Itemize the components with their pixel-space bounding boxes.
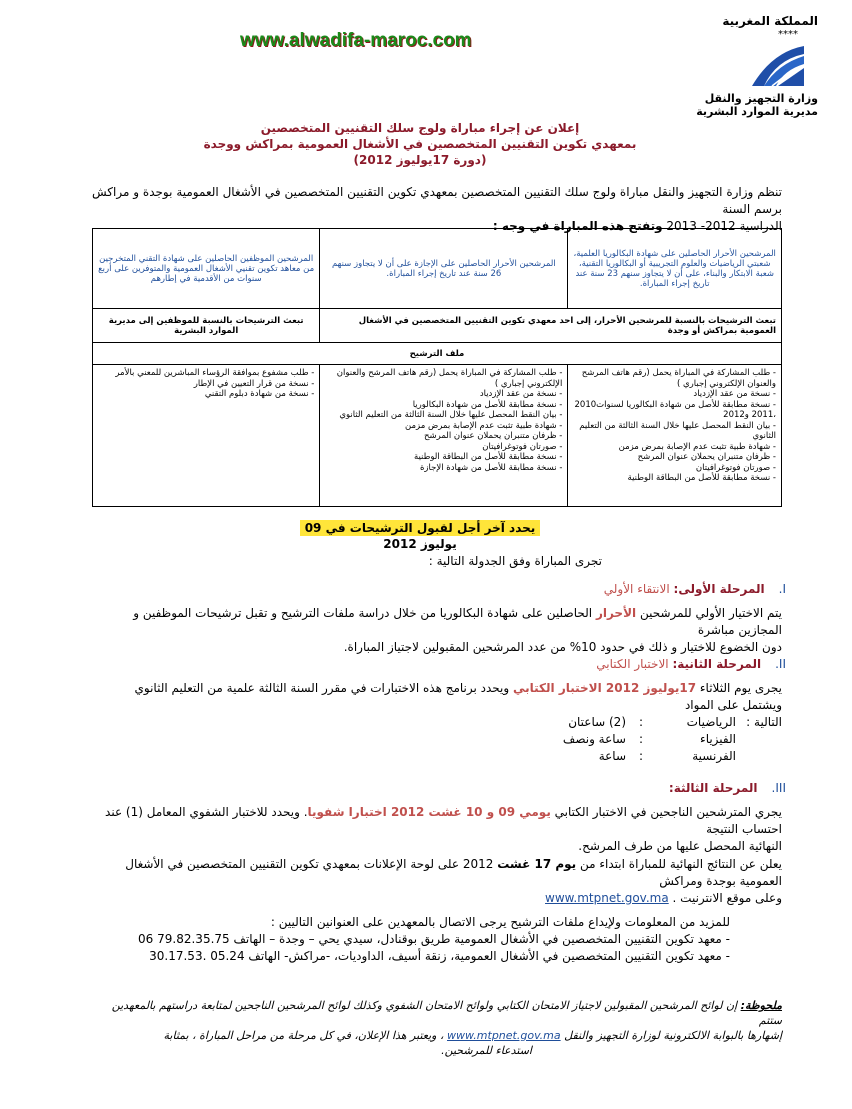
list-item: - صورتان فوتوغرافيتان — [695, 462, 776, 473]
cand-baccalaureate: المرشحين الأحرار الحاصلين على شهادة البكالوريا العلمية، شعبتي الرياضيات والعلوم التجريبية أو البكالوريا التقنية، شعبة الابتكار والبناء، على أن لا يتجاوز سنهم 23 سنة عند تاريخ إجراء المباراة. — [568, 229, 782, 309]
list-item: - ظرفان متنبران يحملان عنوان المرشح — [424, 431, 563, 441]
req-license — [320, 365, 568, 507]
list-item: - نسخة مطابقة للأصل من شهادة البكالوريا لسنوات2010 ،2011 و2012 — [574, 399, 776, 420]
note-line-2 — [92, 1028, 782, 1043]
results-part: 2012 على لوحة الإعلانات بمعهدي تكوين التقنيين المتخصصين في الأشغال العمومية بوجدة ومراكش — [125, 857, 782, 888]
title-line-1: إعلان عن إجراء مباراة ولوج سلك التقنيين المتخصصين — [260, 121, 580, 135]
subject-sep: : — [638, 732, 644, 746]
phase3-heading — [669, 781, 786, 795]
subject-sep: : — [638, 715, 644, 729]
contact-intro: للمزيد من المعلومات ولإيداع ملفات الترشيح يرجى الاتصال بالمعهدين على العنوانين التاليين : — [270, 915, 730, 929]
phase2-name: الاختبار الكتابي — [596, 657, 673, 671]
phase2-heading — [596, 657, 786, 671]
list-item: - بيان النقط المحصل عليها خلال السنة الثالثة من التعليم الثانوي — [579, 420, 776, 441]
results-part: وعلى موقع الانترنيت . — [672, 891, 782, 905]
list-item: - نسخة من شهادة دبلوم التقني — [204, 389, 315, 399]
phase2-number: II. — [775, 657, 786, 671]
phase3-part: يجري المترشحين الناجحين في الاختبار الكتابي — [550, 805, 782, 819]
phase2-date: 17يوليوز 2012 الاختبار الكتابي — [513, 681, 697, 695]
directorate-line: مديرية الموارد البشرية — [696, 105, 818, 118]
phase3-line-2: النهائية المحصل عليها من طرف المرشح. — [578, 839, 782, 853]
phase3-label: المرحلة الثالثة: — [668, 781, 758, 795]
cand-license: المرشحين الأحرار الحاصلين على الإجازة على أن لا يتجاوز سنهم 26 سنة عند تاريخ إجراء المباراة. — [320, 229, 568, 309]
phase3-line-1 — [92, 804, 782, 838]
list-item: - نسخة مطابقة للأصل من البطاقة الوطنية — [413, 452, 563, 462]
note-part: ، ويعتبر هذا الإعلان، في كل مرحلة من مراحل المباراة ، بمثابة — [163, 1029, 448, 1042]
subject-duration: ساعة — [598, 749, 626, 763]
note-part: إشهارها بالبوابة الالكترونية لوزارة التجهيز والنقل — [560, 1029, 782, 1042]
subject-row — [546, 748, 736, 765]
subject-name: الفيزياء — [700, 732, 736, 746]
contact-block — [100, 914, 730, 965]
subject-row — [546, 731, 736, 748]
phase2-line-2: التالية : — [746, 715, 782, 729]
phase3-dates: يومي 09 و 10 غشت 2012 اختبارا شفويا — [307, 805, 551, 819]
phase1-line-1 — [92, 605, 782, 639]
subjects-list — [546, 714, 736, 765]
candidates-table — [92, 228, 782, 507]
list-item: - نسخة مطابقة للأصل من شهادة الإجازة — [419, 462, 563, 473]
subject-duration: (2) ساعتان — [568, 715, 626, 729]
intro-open-to: وتفتح هذه المباراة في وجه : — [492, 219, 663, 233]
send-employees: تبعث الترشيحات بالنسبة للموظفين إلى مديرية الموارد البشرية — [93, 309, 320, 343]
note-line-3: استدعاء للمرشحين. — [441, 1044, 532, 1057]
note-block — [92, 998, 782, 1058]
file-header: ملف الترشيح — [93, 343, 782, 365]
subject-row — [546, 714, 736, 731]
phase2-part: يجرى يوم الثلاثاء — [696, 681, 782, 695]
list-item: - صورتان فوتوغرافيتان — [482, 441, 563, 452]
list-item: - نسخة مطابقة للأصل من البطاقة الوطنية — [627, 473, 776, 483]
announcement-title — [200, 120, 640, 168]
list-item: - نسخة من عقد الإزدياد — [693, 389, 776, 399]
kingdom-name: المملكة المغربية — [722, 14, 818, 28]
req-baccalaureate — [568, 365, 782, 507]
results-url-link[interactable]: www.mtpnet.gov.ma — [545, 891, 669, 905]
phase1-free: الأحرار — [595, 606, 637, 620]
phase1-number: I. — [778, 582, 786, 596]
phase1-name: الانتقاء الأولي — [603, 582, 674, 596]
list-item: - شهادة طبية تثبت عدم الإصابة بمرض مزمن — [404, 420, 563, 431]
send-free: تبعث الترشيحات بالنسبة للمرشحين الأحرار، إلى احد معهدي تكوين التقنيين المتخصصين في الأشغال العمومية بمراكش أو وجدة — [320, 309, 782, 343]
subject-sep: : — [638, 749, 644, 763]
phase3-part: . ويحدد للاختبار الشفوي المعامل (1) عند احتساب النتيجة — [105, 805, 782, 836]
phase1-label: المرحلة الأولى: — [673, 582, 765, 596]
list-item: - نسخة من قرار التعيين في الإطار — [193, 378, 315, 389]
list-item: - نسخة من عقد الإزدياد — [479, 389, 563, 399]
subject-name: الرياضيات — [686, 715, 736, 729]
list-item: - طلب مشفوع بموافقة الرؤساء المباشرين للمعني بالأمر — [115, 368, 315, 378]
phase1-part: يتم الاختيار الأولي للمرشحين — [636, 606, 782, 620]
phase2-line-1 — [92, 680, 782, 714]
phase3-number: III. — [771, 781, 786, 795]
header-stars: **** — [778, 29, 798, 40]
req-employees — [93, 365, 320, 507]
results-text — [92, 856, 782, 907]
phase1-part: الحاصلين على شهادة البكالوريا من خلال دراسة ملفات الترشيح و تقبل ترشيحات الموظفين و المجازين مباشرة — [133, 606, 782, 637]
phase1-heading — [604, 582, 786, 596]
subject-duration: ساعة ونصف — [562, 732, 626, 746]
list-item: - شهادة طبية تثبت عدم الإصابة بمرض مزمن — [618, 441, 776, 452]
website-banner: www.alwadifa-maroc.com — [240, 30, 472, 51]
list-item: - نسخة مطابقة للأصل من شهادة البكالوريا — [412, 399, 563, 410]
list-item: - بيان النقط المحصل عليها خلال السنة الثالثة من التعليم الثانوي — [339, 410, 563, 420]
contact-line-2: - معهد تكوين التقنيين المتخصصين في الأشغال العمومية، زنقة أسيف، الداوديات، -مراكش- الهاتف 05.24 .30.17.53 — [149, 949, 730, 963]
phase2-part: ويحدد برنامج هذه الاختبارات في مقرر السنة الثالثة علمية من التعليم الثانوي ويشتمل على المواد — [134, 681, 782, 712]
list-item: - طلب المشاركة في المباراة يحمل (رقم هاتف المرشح والعنوان الإلكتروني إجباري ) — [581, 368, 776, 389]
schedule-intro: تجرى المباراة وفق الجدولة التالية : — [428, 554, 602, 568]
results-line-1 — [92, 856, 782, 890]
note-line-1 — [92, 998, 782, 1028]
results-date: يوم 17 غشت — [497, 857, 577, 871]
title-line-2: بمعهدي تكوين التقنيين المتخصصين في الأشغال العمومية بمراكش ووجدة — [203, 137, 637, 151]
title-line-3: (دورة 17يوليوز 2012) — [353, 153, 487, 167]
ministry-logo-icon — [742, 42, 812, 88]
phase3-text — [92, 804, 782, 855]
note-label: ملحوظة: — [740, 999, 782, 1012]
phase2-label: المرحلة الثانية: — [672, 657, 762, 671]
cand-employees: المرشحين الموظفين الحاصلين على شهادة التقني المتخرجين من معاهد تكوين تقنيي الأشغال العمومية والمتوفرين على أربع سنوات من الأقدمية في إطارهم — [93, 229, 320, 309]
contact-line-1: - معهد تكوين التقنيين المتخصصين في الأشغال العمومية طريق بوقنادل، سيدي يحي – وجدة – الهاتف 79.82.35.75 06 — [138, 932, 730, 946]
intro-line-1: تنظم وزارة التجهيز والنقل مباراة ولوج سلك التقنيين المتخصصين بمعهدي تكوين التقنيين المتخصصين في الأشغال العمومية بوجدة و مراكش برسم السنة — [92, 185, 782, 216]
intro-year: الدراسية 2012- 2013 — [662, 219, 782, 233]
ministry-line: وزارة التجهيز والنقل — [704, 92, 818, 105]
note-part: إن لوائح المرشحين المقبولين لاجتياز الامتحان الكتابي ولوائح الامتحان الشفوي وكذلك لوائح المرشحين الناجحين لمتابعة دراستهم بالمعهدين ستتم — [111, 999, 782, 1027]
list-item: - طلب المشاركة في المباراة يحمل (رقم هاتف المرشح والعنوان الإلكتروني إجباري ) — [336, 368, 563, 389]
list-item: - ظرفان متنبران يحملان عنوان المرشح — [637, 452, 776, 462]
deadline-banner: يحدد آخر أجل لقبول الترشيحات في 09 يوليوز 2012 — [300, 520, 540, 536]
subject-name: الفرنسية — [692, 749, 736, 763]
results-part: يعلن عن النتائج النهائية للمباراة ابتداء من — [576, 857, 782, 871]
results-line-2 — [92, 890, 782, 907]
ministry-name — [696, 92, 818, 118]
note-url-link[interactable]: www.mtpnet.gov.ma — [447, 1029, 561, 1042]
phase1-line-2: دون الخضوع للاختيار و ذلك في حدود 10% من عدد المرشحين المقبولين لاجتياز المباراة. — [343, 640, 782, 654]
phase1-text — [92, 605, 782, 656]
